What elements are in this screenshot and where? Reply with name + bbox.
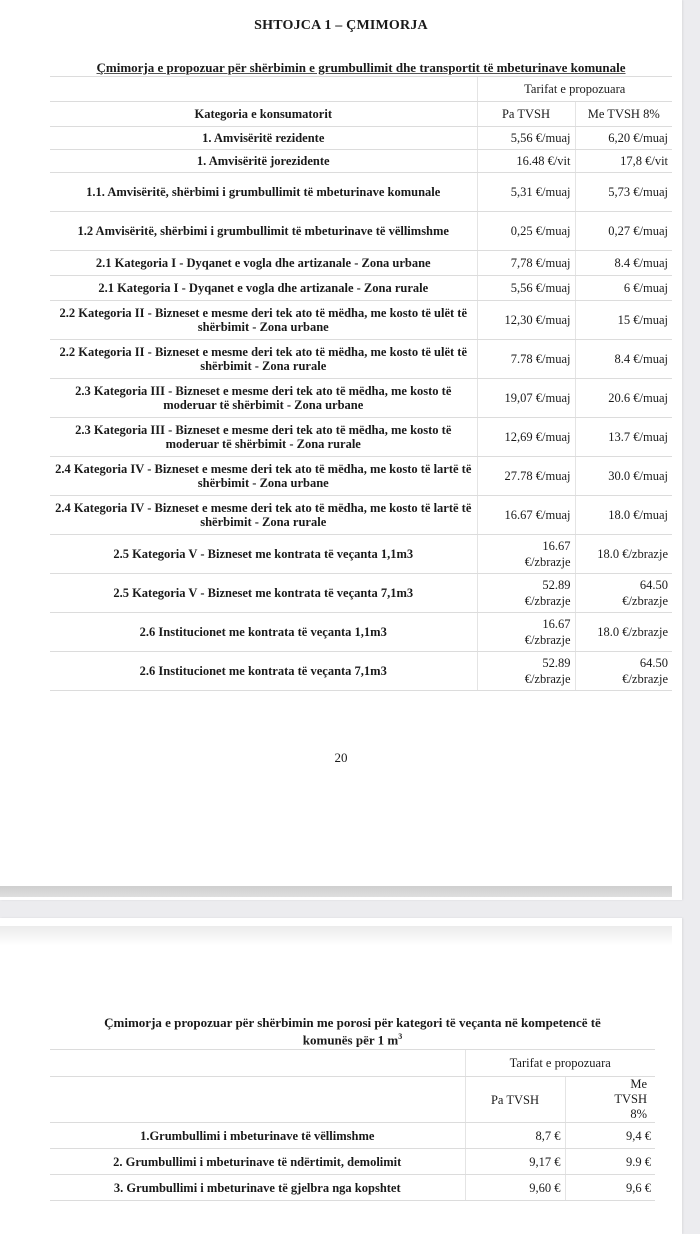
cell-price-no-vat: 12,69 €/muaj	[477, 418, 575, 457]
cell-price-no-vat: 8,7 €	[465, 1123, 565, 1149]
cell-price-with-vat: 9,4 €	[565, 1123, 655, 1149]
cell-category: 2.6 Institucionet me kontrata të veçanta 7,1m3	[50, 652, 477, 691]
cell-price-with-vat: 17,8 €/vit	[575, 150, 672, 173]
cell-price-no-vat: 16.67 €/zbrazje	[477, 535, 575, 574]
table-row	[50, 1123, 655, 1149]
cell-price-with-vat: 13.7 €/muaj	[575, 418, 672, 457]
cell-category: 2.3 Kategoria III - Bizneset e mesme deri tek ato të mëdha, me kosto të moderuar të shërbimit - Zona rurale	[50, 418, 477, 457]
cell-price-with-vat: 30.0 €/muaj	[575, 457, 672, 496]
table-row	[50, 127, 672, 150]
table-row	[50, 212, 672, 251]
cell-price-with-vat: 18.0 €/zbrazje	[575, 535, 672, 574]
page-number: 20	[334, 750, 348, 765]
table-caption: Çmimorja e propozuar për shërbimin me porosi për kategori të veçanta në kompetencë të komunës për 1 $m^3$	[50, 1015, 655, 1050]
cell-price-with-vat: 8.4 €/muaj	[575, 340, 672, 379]
table-caption-row	[50, 60, 672, 77]
group-header-proposed-tariffs: Tarifat e propozuara	[465, 1050, 655, 1077]
cell-price-with-vat: 9.9 €	[565, 1149, 655, 1175]
table-row	[50, 1175, 655, 1201]
table-row	[50, 251, 672, 276]
cell-category: 1.2 Amvisëritë, shërbimi i grumbullimit të mbeturinave të vëllimshme	[50, 212, 477, 251]
cell-category: 2.1 Kategoria I - Dyqanet e vogla dhe artizanale - Zona rurale	[50, 276, 477, 301]
cell-category: 1. Amvisëritë jorezidente	[50, 150, 477, 173]
cell-price-no-vat: 7.78 €/muaj	[477, 340, 575, 379]
cell-price-no-vat: 52.89 €/zbrazje	[477, 574, 575, 613]
column-header-with-vat: Me TVSH 8%	[565, 1077, 655, 1123]
table-group-header-row	[50, 77, 672, 102]
cell-category: 1.1. Amvisëritë, shërbimi i grumbullimit të mbeturinave komunale	[50, 173, 477, 212]
table-row	[50, 496, 672, 535]
table-caption-row	[50, 1015, 655, 1050]
cell-category: 3. Grumbullimi i mbeturinave të gjelbra nga kopshtet	[50, 1175, 465, 1201]
cell-category: 2.5 Kategoria V - Bizneset me kontrata të veçanta 7,1m3	[50, 574, 477, 613]
cell-category: 2.4 Kategoria IV - Bizneset e mesme deri tek ato të mëdha, me kosto të lartë të shërbimit - Zona rurale	[50, 496, 477, 535]
cell-price-with-vat: 15 €/muaj	[575, 301, 672, 340]
table-row	[50, 301, 672, 340]
cell-price-no-vat: 19,07 €/muaj	[477, 379, 575, 418]
cell-category: 2. Grumbullimi i mbeturinave të ndërtimit, demolimit	[50, 1149, 465, 1175]
cell-price-no-vat: 9,60 €	[465, 1175, 565, 1201]
cell-price-with-vat: 9,6 €	[565, 1175, 655, 1201]
cell-price-with-vat: 0,27 €/muaj	[575, 212, 672, 251]
cell-category: 1. Amvisëritë rezidente	[50, 127, 477, 150]
cell-price-no-vat: 16.67 €/zbrazje	[477, 613, 575, 652]
cell-price-no-vat: 5,56 €/muaj	[477, 276, 575, 301]
cell-price-no-vat: 7,78 €/muaj	[477, 251, 575, 276]
cell-price-no-vat: 16.48 €/vit	[477, 150, 575, 173]
cell-category: 2.1 Kategoria I - Dyqanet e vogla dhe artizanale - Zona urbane	[50, 251, 477, 276]
group-header-proposed-tariffs: Tarifat e propozuara	[477, 77, 672, 102]
cell-price-no-vat: 52.89 €/zbrazje	[477, 652, 575, 691]
cell-price-with-vat: 64.50 €/zbrazje	[575, 652, 672, 691]
cell-price-with-vat: 20.6 €/muaj	[575, 379, 672, 418]
table-row	[50, 418, 672, 457]
table-row	[50, 276, 672, 301]
cell-price-with-vat: 64.50 €/zbrazje	[575, 574, 672, 613]
cell-price-with-vat: 6,20 €/muaj	[575, 127, 672, 150]
cell-price-no-vat: 5,56 €/muaj	[477, 127, 575, 150]
page-edge-fade	[0, 926, 672, 946]
column-header-category: Kategoria e konsumatorit	[50, 102, 477, 127]
cell-price-no-vat: 12,30 €/muaj	[477, 301, 575, 340]
table-row	[50, 613, 672, 652]
cell-price-with-vat: 5,73 €/muaj	[575, 173, 672, 212]
table-row	[50, 379, 672, 418]
column-header-no-vat: Pa TVSH	[477, 102, 575, 127]
table-row	[50, 1149, 655, 1175]
cell-price-no-vat: 0,25 €/muaj	[477, 212, 575, 251]
table-row	[50, 340, 672, 379]
tariff-table-municipal-waste	[50, 60, 672, 691]
cell-category: 2.4 Kategoria IV - Bizneset e mesme deri tek ato të mëdha, me kosto të lartë të shërbimit - Zona urbane	[50, 457, 477, 496]
page-edge-band	[0, 886, 672, 897]
table-column-header-row	[50, 102, 672, 127]
table-row	[50, 173, 672, 212]
cell-category: 2.5 Kategoria V - Bizneset me kontrata të veçanta 1,1m3	[50, 535, 477, 574]
table-row	[50, 652, 672, 691]
cell-price-with-vat: 18.0 €/muaj	[575, 496, 672, 535]
document-title: SHTOJCA 1 – ÇMIMORJA	[254, 18, 428, 33]
table-row	[50, 574, 672, 613]
cell-price-with-vat: 6 €/muaj	[575, 276, 672, 301]
table-row	[50, 535, 672, 574]
cell-price-no-vat: 27.78 €/muaj	[477, 457, 575, 496]
column-header-no-vat: Pa TVSH	[465, 1077, 565, 1123]
cell-price-no-vat: 9,17 €	[465, 1149, 565, 1175]
cell-price-with-vat: 8.4 €/muaj	[575, 251, 672, 276]
table-row	[50, 457, 672, 496]
column-header-with-vat: Me TVSH 8%	[575, 102, 672, 127]
cell-category: 2.3 Kategoria III - Bizneset e mesme deri tek ato të mëdha, me kosto të moderuar të shërbimit - Zona urbane	[50, 379, 477, 418]
table-group-header-row	[50, 1050, 655, 1077]
cell-price-no-vat: 5,31 €/muaj	[477, 173, 575, 212]
document-page-2	[0, 918, 682, 1234]
table-row	[50, 150, 672, 173]
table-caption: Çmimorja e propozuar për shërbimin e grumbullimit dhe transportit të mbeturinave komunale	[50, 60, 672, 77]
cell-category: 1.Grumbullimi i mbeturinave të vëllimshme	[50, 1123, 465, 1149]
cell-category: 2.2 Kategoria II - Bizneset e mesme deri tek ato të mëdha, me kosto të ulët të shërbimit - Zona urbane	[50, 301, 477, 340]
cell-category: 2.2 Kategoria II - Bizneset e mesme deri tek ato të mëdha, me kosto të ulët të shërbimit - Zona rurale	[50, 340, 477, 379]
tariff-table-on-demand-services	[50, 1015, 655, 1201]
table-column-header-row	[50, 1077, 655, 1123]
cell-price-no-vat: 16.67 €/muaj	[477, 496, 575, 535]
cell-category: 2.6 Institucionet me kontrata të veçanta 1,1m3	[50, 613, 477, 652]
cell-price-with-vat: 18.0 €/zbrazje	[575, 613, 672, 652]
